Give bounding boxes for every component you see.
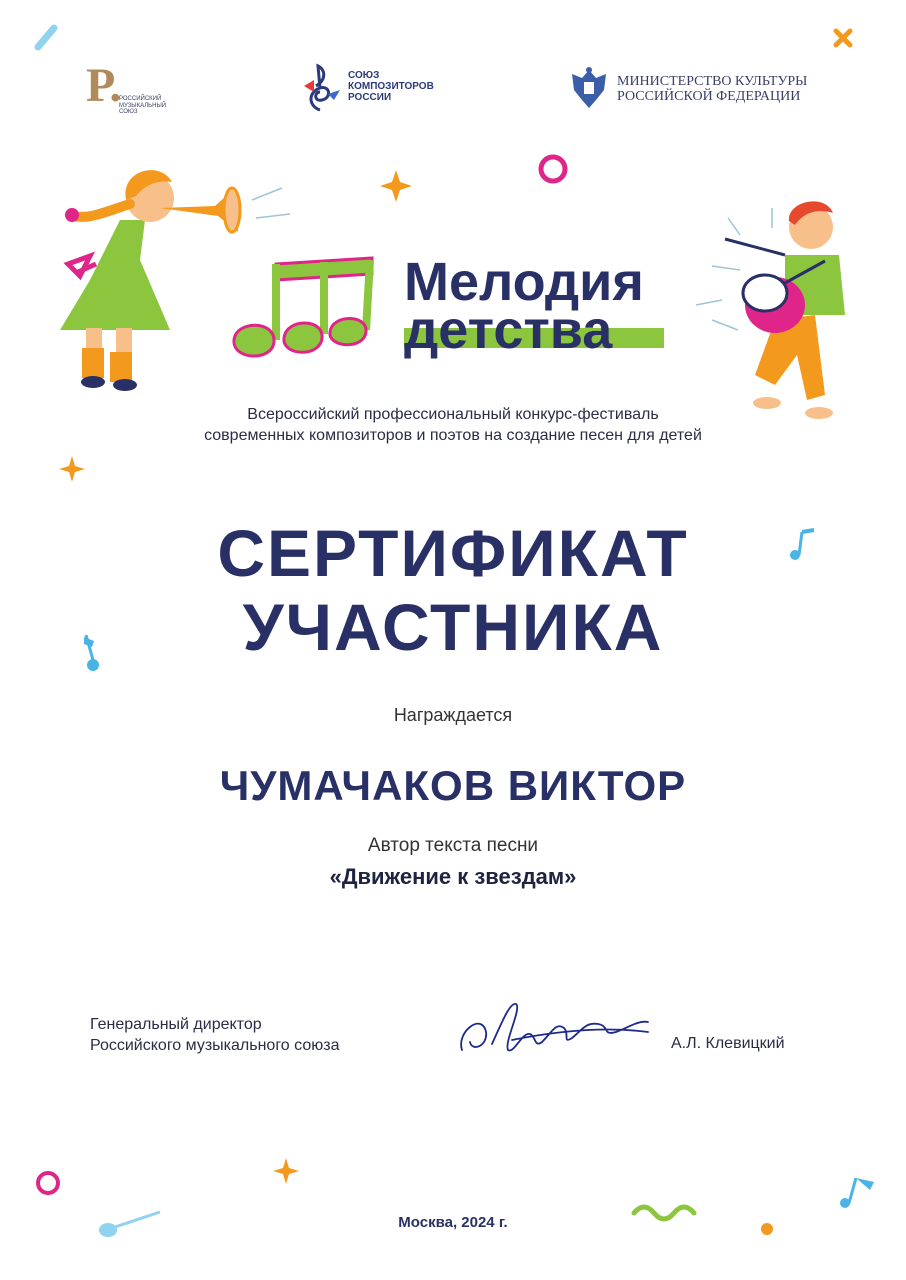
- brand-title-line1: Мелодия: [404, 252, 644, 312]
- subtitle-line2: современных композиторов и поэтов на создание песен для детей: [204, 427, 702, 444]
- signatory-position-line2: Российского музыкального союза: [90, 1037, 340, 1054]
- brand-title-line2: детства: [404, 300, 613, 360]
- handwritten-signature: [452, 992, 652, 1064]
- song-title: «Движение к звездам»: [329, 864, 577, 889]
- orange-star-decoration: [273, 1158, 299, 1184]
- certificate-title-line1: СЕРТИФИКАТ: [217, 516, 689, 590]
- subtitle-line1: Всероссийский профессиональный конкурс-фестиваль: [247, 406, 659, 423]
- coat-of-arms-icon: [566, 64, 612, 112]
- ministry-logo: [566, 64, 808, 117]
- recipient-name: ЧУМАЧАКОВ ВИКТОР: [219, 762, 687, 809]
- certificate-title: [0, 516, 906, 664]
- composers-union-logo: [298, 62, 434, 117]
- signatory-position: [90, 1014, 339, 1056]
- pink-ring-decoration: [38, 1173, 58, 1193]
- composers-logo-line2: КОМПОЗИТОРОВ: [348, 81, 434, 92]
- orange-star-decoration: [380, 170, 412, 202]
- ministry-logo-line1: МИНИСТЕРСТВО КУЛЬТУРЫ: [617, 74, 808, 89]
- rms-logo-line2: МУЗЫКАЛЬНЫЙ СОЮЗ: [119, 102, 167, 116]
- music-notes-logo-mark: [226, 250, 378, 374]
- treble-clef-icon: [298, 62, 344, 112]
- composers-logo-line1: СОЮЗ: [348, 70, 380, 81]
- girl-trumpet-illustration: [50, 160, 250, 395]
- signatory-position-line1: Генеральный директор: [90, 1016, 262, 1033]
- contest-subtitle: [0, 404, 906, 446]
- drummer-boy-illustration: [715, 195, 865, 430]
- awarded-label: Награждается: [393, 705, 513, 725]
- certificate-title-line2: УЧАСТНИКА: [242, 590, 664, 664]
- composers-logo-line3: РОССИИ: [348, 92, 392, 103]
- rms-logo-mark: Р.: [86, 59, 122, 112]
- ministry-logo-line2: РОССИЙСКОЙ ФЕДЕРАЦИИ: [617, 89, 801, 105]
- footer-city-year: Москва, 2024 г.: [398, 1214, 508, 1231]
- pink-ring-decoration: [541, 157, 565, 181]
- signatory-name: А.Л. Клевицкий: [671, 1035, 785, 1052]
- blue-dash-decoration: [38, 28, 54, 47]
- music-note-icon: [840, 1178, 874, 1208]
- recipient-role: Автор текста песни: [367, 835, 539, 856]
- orange-star-decoration: [59, 456, 85, 482]
- rms-logo-line1: РОССИЙСКИЙ: [119, 96, 162, 102]
- orange-cross-decoration: [836, 31, 850, 45]
- rms-logo: [86, 59, 167, 116]
